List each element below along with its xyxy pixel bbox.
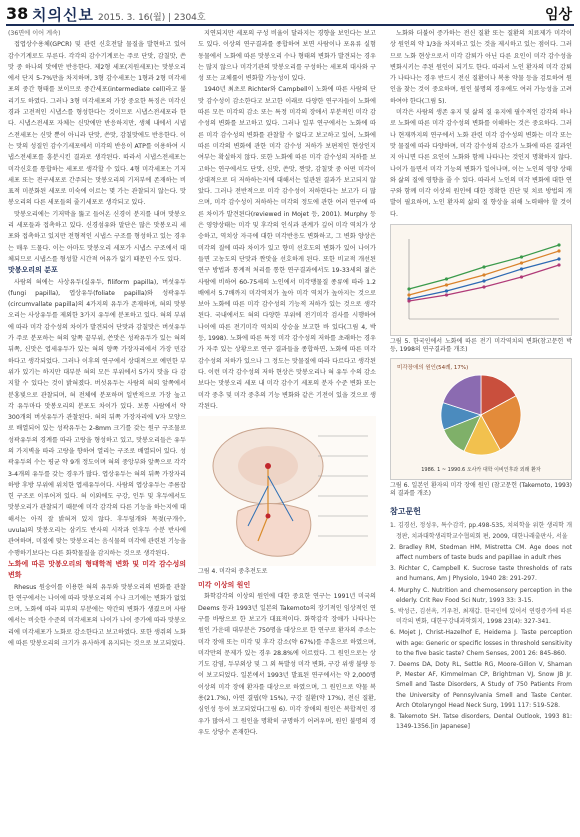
reference-item: 6. Mojet J, Christ-Hazelhof E, Heidema J. Taste perception with age: Generic or specific losses in threshold sensitivity to the five basic taste? Chem Senses, 2001 26: 845-860.: [390, 629, 572, 657]
continuation-note: (36면에 이어 계속): [8, 30, 61, 37]
pie-chart: [390, 358, 572, 480]
pie-label: 미각장애의 원인(54례, 17%): [397, 365, 469, 372]
data-point: [445, 289, 448, 292]
data-point: [520, 255, 523, 258]
reference-item: 7. Deems DA, Doty RL, Settle RG, Moore-Gillon V, Shaman P, Mester AF, Kimmelman CP, Brightman VJ, Snow JB Jr. Smell and Taste Disorders, A Study of 750 Patients From the University of Pennsylvania Smell and Taste Center. Arch Otolaryngol Head Neck Surg, 1991 117: 519-528.: [390, 660, 572, 709]
data-point: [557, 257, 560, 260]
figure-4: [198, 416, 376, 576]
reference-item: 4. Murphy C. Nutrition and chemosensory perception in the elderly. Crit Rev Food Sci Nutr, 1993 33: 3-15.: [390, 586, 572, 604]
newspaper-brand: 치의신보: [32, 6, 94, 24]
reference-item: 1. 김경선, 정성우, 특수감각, pp.498-535, 치의학을 위한 생리학 개정판, 치과대학생리학교수협의회 편, 2009, 대한나래출판사, 서울: [390, 522, 572, 540]
section-title: 임상: [544, 7, 572, 23]
taste-pathway-illustration: [198, 416, 376, 566]
paragraph: 지연되지만 세포의 구성 비율이 달라지는 경향을 보인다는 보고도 있다. 이상의 연구결과를 종합하여 보면 사람이나 포유류 실험동물에서 노화에 따른 맛봉오리 수나 형태의 변화가 발견되는 경우는 많지 않으나 미각기관의 맛봉오리를 구성하는 세포의 대사와 구성 또는 교체률이 변화할 가능성이 있다.: [198, 30, 376, 83]
article-column-2: [198, 28, 376, 833]
data-point: [557, 263, 560, 266]
line-chart: [390, 224, 572, 336]
article-column-1: [8, 28, 186, 833]
issue-info: 2015. 3. 16(월) | 2304호: [98, 13, 206, 23]
data-point: [482, 273, 485, 276]
data-point: [482, 285, 485, 288]
article-column-3: [390, 28, 572, 833]
paragraph: 접엽상수용체(GPCR) 및 관련 신호전달 물질을 발현하고 있어 감수기계로도 부른다. 각각의 감수기계로는 주로 단맛, 감칠맛, 쓴맛 중 하나의 맛에만 반응한다. 제2형 세포(지원세포)는 맛봉오리에서 단지 5-7%만을 차지하며, 3형 감수세포는 1형과 2형 미각세포의 중간 형태를 보이므로 중간세포(intermediate cell)라고 불리기도 하였다. 그러나 3형 미각세포의 가장 중요한 특징은 미각신경과 고전적인 시냅스를 형성한다는 것이므로 시냅스전세포라 한다. 시냅스전세포 자체는 신맛에만 반응하지만, 생체 내에서 시냅스전세포는 신맛 뿐이 아니라 단맛, 쓴맛, 감칠맛에도 반응한다. 이는 맛의 성질인 감수기세포에서 미각의 반응이 ATP를 이용하여 시냅스전세포를 흥분시킨 결과로 생각된다. 따라서 시냅스전세포는 미각신호를 통합하는 세포로 생각할 수 있다. 4형 미각세포는 기저세포 또는 전구세포로 간주되는 맛봉오리의 기저부에 존재하는 비표적 미분화된 세포로 미숙에 이르는 몇 가는 관찰되지 않는다. 맛봉오리의 다른 세포들의 줄기세포로 생각되고 있다.: [8, 41, 186, 207]
data-point: [445, 283, 448, 286]
reference-item: 3. Richter C, Campbell K. Sucrose taste thresholds of rats and humans, Am J Physiolo, 1940 28: 291-297.: [390, 565, 572, 583]
subheading: 미각 이상의 원인: [198, 581, 251, 590]
references-list: [390, 521, 572, 732]
reference-item: 8. Takemoto SH. Tatse disorders, Dental Outlook, 1993 81: 1349-1356.[in Japanese]: [390, 713, 572, 731]
data-point: [557, 249, 560, 252]
figure-6-caption: 그림 6. 일본인 환자의 미각 장애 원인 (참고문헌 (Takemoto, 1993)의 결과를 개조): [390, 482, 572, 498]
data-point: [407, 287, 410, 290]
data-point: [445, 277, 448, 280]
references-title: 참고문헌: [390, 507, 421, 517]
reference-item: 2. Bradley RM, Stedman HM, Mistretta CM. Age does not affect numbers of taste buds and papillae in adult rhes: [390, 543, 572, 561]
figure-4-caption: 그림 4. 미각의 중추전도로: [198, 568, 268, 576]
data-point: [407, 299, 410, 302]
figure-5-caption: 그림 5. 한국인에서 노화에 따른 전기 미각역치의 변화(참고문헌 박 등, 1998의 연구결과를 개조): [390, 338, 572, 354]
figure-5: [390, 224, 572, 354]
data-point: [482, 265, 485, 268]
paragraph: 맛봉오리에는 기저막을 뚫고 들어온 신경이 분지를 내며 맛봉오리 세포들과 접촉하고 있다. 신경섬유와 말단은 많은 맛봉오리 세포와 접촉하고 있지만 전형적인 시냅스 구조를 형성하고 있는 경우는 매우 드물다. 이는 아마도 맛봉오리 세포가 시냅스 구조에서 대체되므로 시냅스를 형성할 시간적 여유가 없기 때문인 수도 있다.: [8, 210, 186, 263]
data-point: [445, 293, 448, 296]
paragraph: 사람의 혀에는 사상유두(실유두, filiform papilla), 버섯유두(fungi papilla), 엽상유두(foliate papilla)와 성곽유두(circumvallate papilla)의 4가지의 유두가 존재하며, 혀의 맛봉오리는 사상유두를 제외한 3가지 유두에 분포하고 있다. 혀의 부위에 따라 미각 감수성의 차이가 발견되어 단맛과 감칠맛은 버섯유두가 주로 분포하는 혀의 앞쪽 끝부위, 쓴맛은 성곽유두가 있는 혀의 뒤쪽, 신맛은 엽세유두가 있는 혀의 양쪽 가장자리에서 가장 민감하다고 생각되었다. 그러나 이후의 연구에서 상대적으로 예민한 부위가 있기는 하지만 대부분 혀의 모든 부위에서 5가지 맛을 다 감지할 수 있다는 것이 밝혀졌다. 버섯유두는 사람의 혀의 앞쪽에서 분홍빛으로 관찰되며, 혀 전체에 분포하며 일반적으로 가장 높고 각 유두마다 맛봉오리의 분포도 차이가 있다. 보통 사람에서 약 300개의 버섯유두가 관찰된다. 혀의 뒤쪽 가장자리에 V자 모양으로 배열되어 있는 성곽유두는 2-8mm 크기를 갖는 원구 구조물로 성곽유두의 경계를 따라 고랑을 형성하고 있고, 맛봉오리들은 유두의 가지벽을 따라 고랑을 향하여 열리는 구조로 배열되어 있다. 성곽유두의 수는 평균 약 9개 정도이며 혀의 중앙부와 앞쪽으로 각각 3-4개의 유두를 갖는 경우가 많다. 엽상유두는 혀의 뒤쪽 가장자리 하방 후방 부위에 위치한 엽세유두이다. 사람의 엽상유두는 주름잡힌 구조로 이루어져 있다. 혀 이외에도 구강, 인두 및 후두에서도 맛봉오리가 관찰되기 때문에 미각 감각의 다른 기능을 하는지에 대해서는 아직 잘 밝혀져 있지 않다. 후두덮개와 목젖(구개수, uvula)의 맛봉오리는 삼키도 반사의 시작과 인후두 수분 반사에 관여하며, 미질에 맞는 맛봉오리는 음식물의 미각에 관련된 기능을 수행하기보다는 다른 화학물질을 감지하는 것으로 생각된다.: [8, 278, 186, 557]
paragraph: 1940년 최초로 Richter와 Campbell이 노화에 따른 사람의 단맛 감수성이 감소한다고 보고한 이래로 다양한 연구자들이 노화에 따른 모든 미각의 감소 또는 특정 미각의 장애서 부분적인 미각 감수성의 변화를 보고하고 있다. 그러나 일부 연구에서는 노화에 따른 미각 감수성의 변화를 관찰할 수 없다고 보고하고 있어, 노화에 따른 미각의 변화에 관한 미각 감수성 저하가 보편적인 현상인지 여부는 확실하지 않다. 또한 노화에 따른 미각 감수성의 저하를 보고하는 연구에서도 단맛, 신맛, 쓴맛, 짠맛, 감칠맛 중 어떤 미각이 상대적으로 더 저하하는지에 대해서는 일관된 결과가 보고되지 않았다. 그러나 전반적으로 미각 감수성이 저하한다는 보고가 더 많으며, 미각 감수성이 저하하는 미각의 정도에 관한 여러 연구에 따른 차이가 발견된다(reviewed in Mojet 등, 2001). Murphy 등은 영양상태는 미각 및 후각의 인식과 관계가 깊어 미각 역치가 상승하고, 역치상 자극에 대한 미각반응도 변화하고, 그 변화 양상은 미각의 질에 따라 차이가 있고 향미 선호도의 변화가 있어 나이가 들면 고농도의 단맛과 짠맛을 선호하게 된다. 또한 비교적 개선된 연구 방법과 통계적 처리를 통한 연구결과에서도 19-33세의 젊은 사람에 비하여 60-75세의 노인에서 미각맹물질 종류에 따라 1.2배에서 5.7배까지 미각역치가 높아 미각 역치가 높아지는 것으로 보아 노화에 따른 미각 감수성의 기능적 저하가 있는 것으로 생각된다. 국내에서도 혀의 다양한 부위에 전기미각 검사를 시행하여 나이에 따른 전기미각 역치의 상승을 보고한 바 있다(그림 4, 박 등, 1998). 노화에 따른 특정 미각 감수성의 저하를 초래하는 경우가 자주 있는 상황으로 연구 결과들을 종합하면, 노화에 따른 미각 감수성의 저하가 있으나 그 정도는 맛물질에 따라 다르다고 생각된다. 이런 미각 감수성의 저하 현상은 맛봉오리나 혀 유두 수의 감소보다는 맛봉오리 세포 내 미각 감수기 세포의 분자 수준 변화 또는 미각 중추 및 미각 중추의 기능 변화와 같은 기전이 있을 것으로 생각된다.: [198, 86, 376, 410]
data-point: [520, 275, 523, 278]
pie-legend: 1986. 1 ~ 1990.6 오사카 대학 이비인후과 외래 환자: [421, 467, 541, 474]
paragraph: 미각은 사람의 생존 유지 및 삶의 질 유지에 필수적인 감각의 하나로 노화에 따른 미각 감수성의 변화를 이해하는 것은 중요하다. 그러나 현재까지의 연구에서 노화 관련 미각 감수성의 변화는 미각 또는 맛 물질에 따라 다양하며, 미각 감수성의 감소가 노화에 따른 결과인지 아니면 다른 요인이 노화와 함께 나타나는 것인지 명확하지 않다. 나이가 들면서 미각 기능의 변화가 일어나며, 이는 노인의 영양 상태와 삶의 질에 영향을 줄 수 있다. 따라서 노인의 미각 변화에 대한 연구와 함께 미각 이상의 원인에 대한 정확한 진단 및 치료 방법의 개발이 필요하며, 노인 환자의 삶의 질 향상을 위해 노력해야 할 것이다.: [390, 109, 572, 218]
paragraph: 노화와 더불어 증가하는 전신 질환 또는 질환의 치료제가 미각이상 원인의 약 1/3을 차지하고 있는 것을 제시하고 있는 점이다. 그러므로 노화 현상으로서 미각 감퇴가 아닌 다른 요인이 미각 감수성을 변화시키는 주된 원인이 되기도 한다. 따라서 노인 환자의 미각 감퇴가 나타나는 경우 반드시 전신 질환이나 복용 약물 등을 검토하여 원인을 찾는 것이 중요하며, 원인 불명의 경우에도 여러 가능성을 고려하여야 한다(그림 5).: [390, 30, 572, 105]
reference-item: 5. 박성근, 김선옥, 기우천, 최재갑. 한국인에 있어서 연령증가에 따른 미각의 변화, 대한구강내과학회지, 1998 23(4): 327-341.: [390, 607, 572, 626]
data-point: [482, 279, 485, 282]
data-point: [520, 267, 523, 270]
page-number: 38: [6, 4, 29, 23]
paragraph: Rhesus 원숭이를 이용한 혀의 유두와 맛봉오리의 변화를 관찰한 연구에서는 나이에 따라 맛봉오리의 수나 크기에는 변화가 없었으며, 노화에 따라 피부의 부분에는 약간의 변화가 생겼으며 사람에서는 비슷한 수준의 미각세포의 나이가 나이 증가에 따라 맛봉오리에 미각세포가 노화로 감소한다고 보고하였다. 또한 생쥐의 노화에 따른 맛봉오리의 크기가 유사하게 유지되는 것으로 보고되었다.: [8, 583, 186, 648]
paragraph: 화학감각의 이상의 원인에 대한 중요한 연구는 1991년 미국의 Deems 등과 1993년 일본의 Takemoto의 장기적인 임상적인 연구를 바탕으로 한 보고가 대표적이다. 화학감각 장애가 나타나는 원인 가운데 대부분은 750명을 대상으로 한 연구로 환자의 주소는 미각 장애 또는 미각 및 후각 감소(약 67%)를 주훈으로 하였으며, 미각만의 문제가 있는 경우 28.8%에 이르렀다. 그 원인으로는 상기도 감염, 두부외상 및 그 외 특발성 미각 변화, 구강 위생 불량 등이 보고되었다. 일본에서 1993년 발표된 연구에서는 약 2,000명 이상의 미각 장애 환자를 대상으로 하였으며, 그 원인으로 약물 복용(21.7%), 아연 결핍(약 15%), 구강 질환(약 17%), 전신 질환, 심인성 등이 보고되었다(그림 6). 미각 장애의 원인은 복합적인 경우가 많아서 그 원인을 명확히 규명하기 어려우며, 원인 불명의 경우도 상당수 존재한다.: [198, 593, 376, 736]
subheading: 노화에 따른 맛봉오리의 형태학적 변화 및 미각 감수성의 변화: [8, 559, 186, 580]
figure-6: [390, 358, 572, 498]
page-header: [6, 4, 574, 26]
data-point: [407, 293, 410, 296]
data-point: [557, 243, 560, 246]
subheading: 맛봉오리의 분포: [8, 266, 58, 275]
data-point: [520, 261, 523, 264]
